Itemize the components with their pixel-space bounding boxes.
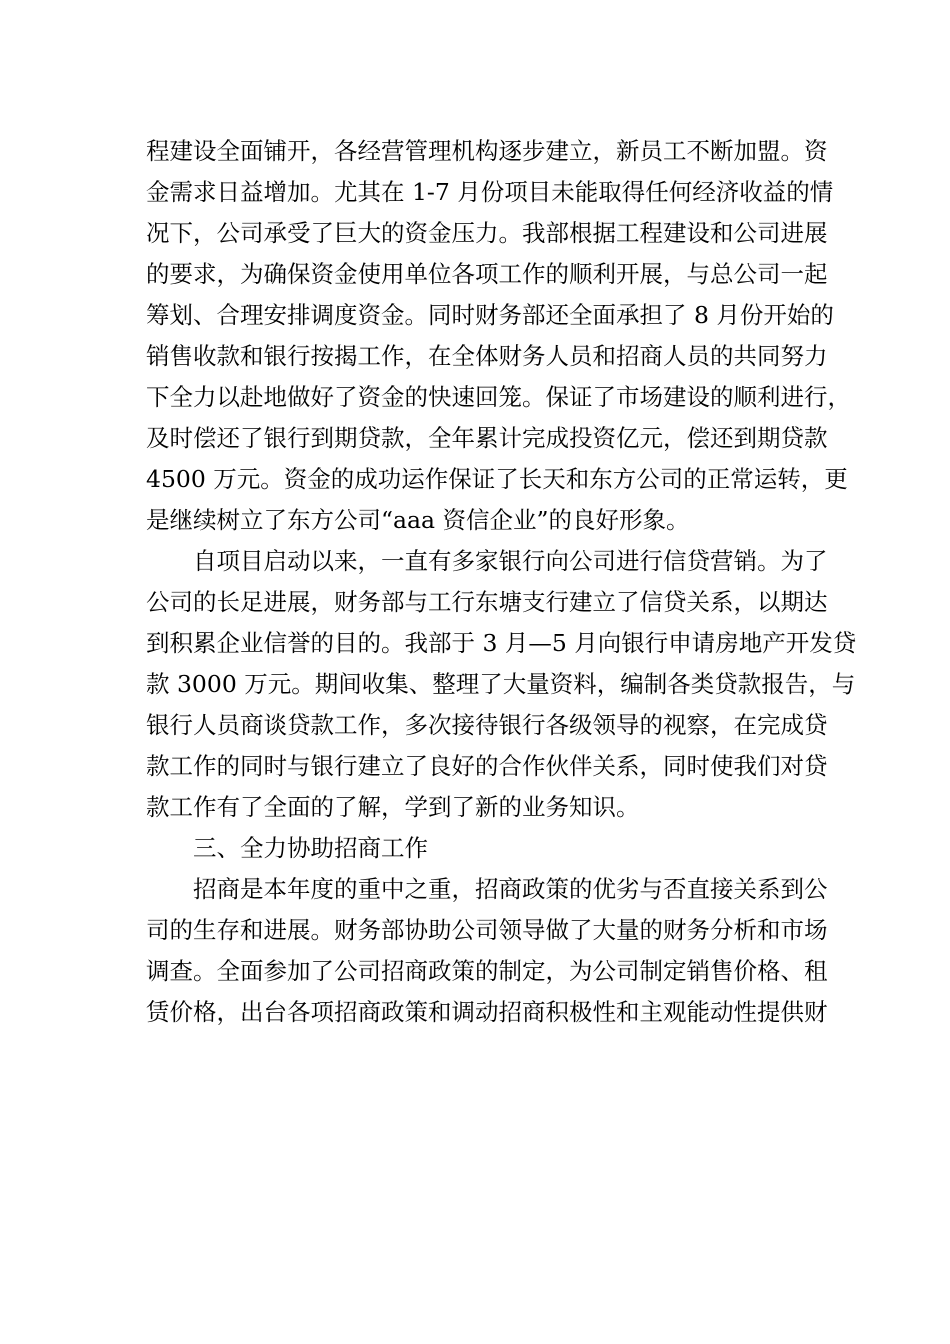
text-line: 银行人员商谈贷款工作，多次接待银行各级领导的视察，在完成贷	[146, 711, 828, 739]
text-line: 及时偿还了银行到期贷款，全年累计完成投资亿元，偿还到期贷款	[146, 424, 828, 452]
text-line: 筹划、合理安排调度资金。同时财务部还全面承担了 8 月份开始的	[146, 301, 834, 329]
text-line: 赁价格，出台各项招商政策和调动招商积极性和主观能动性提供财	[146, 998, 828, 1026]
text-line: 调查。全面参加了公司招商政策的制定，为公司制定销售价格、租	[146, 957, 828, 985]
text-line: 况下，公司承受了巨大的资金压力。我部根据工程建设和公司进展	[146, 219, 828, 247]
text-line: 招商是本年度的重中之重，招商政策的优劣与否直接关系到公	[193, 875, 828, 903]
text-line: 到积累企业信誉的目的。我部于 3 月—5 月向银行申请房地产开发贷	[146, 629, 857, 657]
document-body	[146, 131, 857, 1033]
text-line: 款工作有了全面的了解，学到了新的业务知识。	[146, 793, 640, 821]
paragraph-funding	[146, 131, 851, 541]
text-line: 公司的长足进展，财务部与工行东塘支行建立了信贷关系，以期达	[146, 588, 828, 616]
paragraph-investment	[146, 869, 828, 1033]
text-line: 程建设全面铺开，各经营管理机构逐步建立，新员工不断加盟。资	[146, 137, 828, 165]
text-line: 下全力以赴地做好了资金的快速回笼。保证了市场建设的顺利进行，	[146, 383, 851, 411]
text-line: 金需求日益增加。尤其在 1-7 月份项目未能取得任何经济收益的情	[146, 178, 834, 206]
heading-text: 三、全力协助招商工作	[193, 834, 428, 862]
text-line: 的要求，为确保资金使用单位各项工作的顺利开展，与总公司一起	[146, 260, 828, 288]
text-line: 4500 万元。资金的成功运作保证了长天和东方公司的正常运转，更	[146, 465, 848, 493]
section-heading	[146, 828, 818, 869]
text-line: 款工作的同时与银行建立了良好的合作伙伴关系，同时使我们对贷	[146, 752, 828, 780]
text-line: 是继续树立了东方公司“aaa 资信企业”的良好形象。	[146, 506, 690, 534]
text-line: 自项目启动以来，一直有多家银行向公司进行信贷营销。为了	[193, 547, 828, 575]
text-line: 司的生存和进展。财务部协助公司领导做了大量的财务分析和市场	[146, 916, 828, 944]
text-line: 销售收款和银行按揭工作，在全体财务人员和招商人员的共同努力	[146, 342, 828, 370]
paragraph-credit	[146, 541, 857, 828]
text-line: 款 3000 万元。期间收集、整理了大量资料，编制各类贷款报告，与	[146, 670, 856, 698]
